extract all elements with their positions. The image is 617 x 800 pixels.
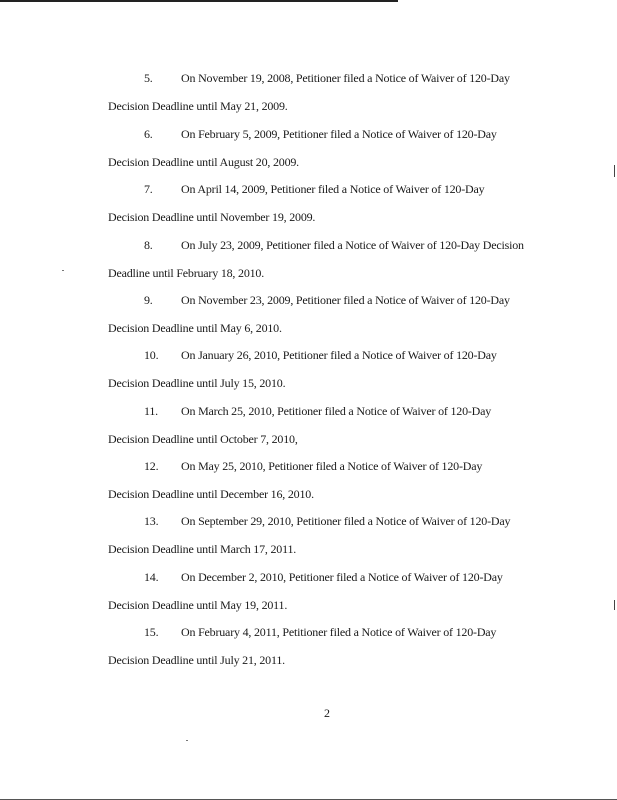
paragraph-number: 13. (144, 514, 159, 528)
paragraph-text-line1: On February 4, 2011, Petitioner filed a Notice of Waiver of 120-Day (181, 625, 497, 639)
top-rule (0, 0, 398, 2)
scan-mark (614, 165, 615, 177)
page-number: 2 (324, 706, 330, 720)
paragraph-text-line1: On December 2, 2010, Petitioner filed a Notice of Waiver of 120-Day (181, 570, 503, 584)
scan-speck (186, 740, 188, 741)
paragraph-text-line2: Decision Deadline until October 7, 2010, (108, 432, 298, 446)
scan-speck (62, 270, 64, 271)
paragraph-number: 10. (144, 348, 159, 362)
paragraph-number: 6. (144, 127, 153, 141)
paragraph-text-line1: On February 5, 2009, Petitioner filed a Notice of Waiver of 120-Day (181, 127, 497, 141)
paragraph-text-line2: Decision Deadline until November 19, 2009. (108, 210, 316, 224)
paragraph-number: 9. (144, 293, 153, 307)
paragraph-text-line2: Decision Deadline until May 6, 2010. (108, 321, 282, 335)
paragraph-text-line1: On March 25, 2010, Petitioner filed a Notice of Waiver of 120-Day (181, 404, 492, 418)
paragraph-text-line2: Decision Deadline until March 17, 2011. (108, 542, 297, 556)
paragraph-text-line2: Deadline until February 18, 2010. (108, 266, 265, 280)
paragraph-text-line2: Decision Deadline until August 20, 2009. (108, 155, 299, 169)
paragraph-text-line2: Decision Deadline until July 15, 2010. (108, 376, 286, 390)
paragraph-text-line1: On April 14, 2009, Petitioner filed a Notice of Waiver of 120-Day (181, 182, 485, 196)
paragraph-text-line1: On May 25, 2010, Petitioner filed a Notice of Waiver of 120-Day (181, 459, 483, 473)
paragraph-number: 15. (144, 625, 159, 639)
paragraph-text-line2: Decision Deadline until December 16, 2010. (108, 487, 314, 501)
paragraph-number: 12. (144, 459, 159, 473)
paragraph-text-line2: Decision Deadline until July 21, 2011. (108, 653, 285, 667)
scan-mark (614, 600, 615, 610)
paragraph-text-line1: On July 23, 2009, Petitioner filed a Notice of Waiver of 120-Day Decision (181, 238, 524, 252)
paragraph-text-line2: Decision Deadline until May 21, 2009. (108, 99, 288, 113)
paragraph-text-line1: On November 19, 2008, Petitioner filed a Notice of Waiver of 120-Day (181, 71, 510, 85)
paragraph-text-line1: On January 26, 2010, Petitioner filed a Notice of Waiver of 120-Day (181, 348, 497, 362)
paragraph-text-line2: Decision Deadline until May 19, 2011. (108, 598, 288, 612)
paragraph-number: 7. (144, 182, 153, 196)
paragraph-number: 5. (144, 71, 153, 85)
paragraph-number: 14. (144, 570, 159, 584)
paragraph-text-line1: On September 29, 2010, Petitioner filed a Notice of Waiver of 120-Day (181, 514, 511, 528)
paragraph-number: 11. (144, 404, 158, 418)
paragraph-number: 8. (144, 238, 153, 252)
paragraph-text-line1: On November 23, 2009, Petitioner filed a Notice of Waiver of 120-Day (181, 293, 510, 307)
